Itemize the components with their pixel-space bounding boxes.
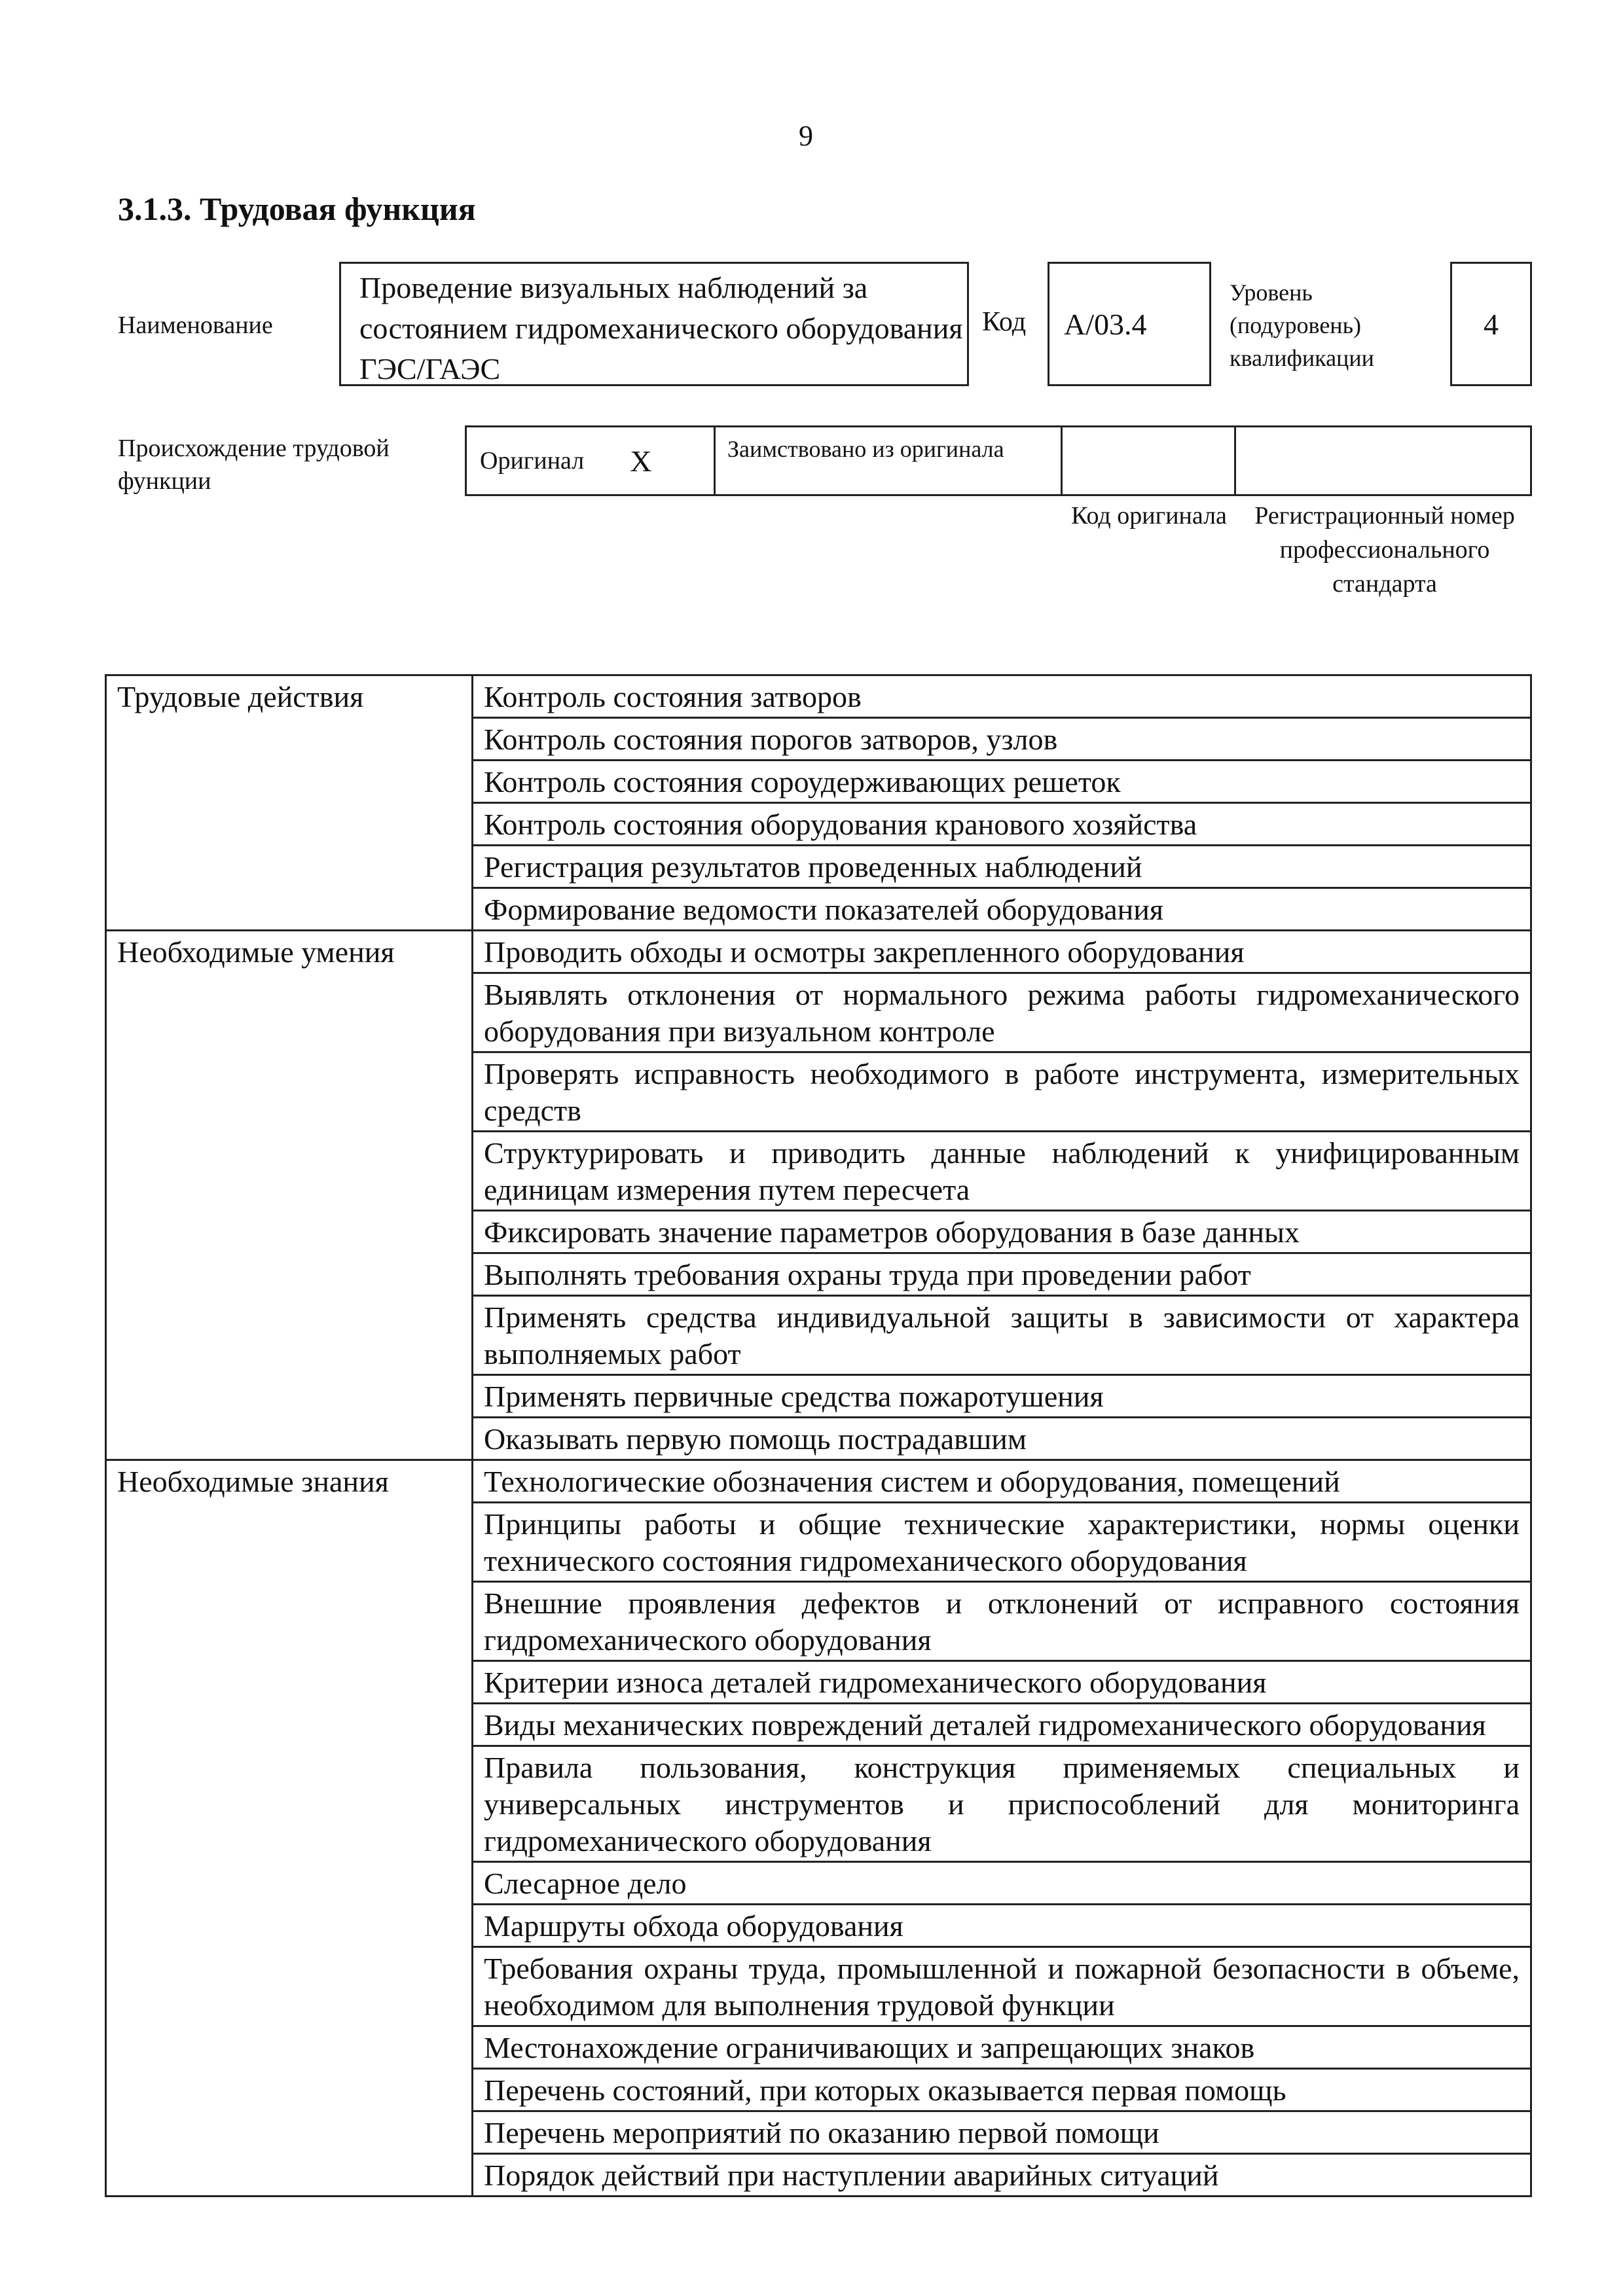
category-cell: Трудовые действия <box>106 675 473 931</box>
qualification-level-value: 4 <box>1450 262 1532 386</box>
reg-number-cell <box>1236 427 1530 494</box>
item-cell: Контроль состояния оборудования кранового хозяйства <box>473 803 1531 846</box>
item-cell: Формирование ведомости показателей оборудования <box>473 888 1531 931</box>
item-cell: Порядок действий при наступлении аварийных ситуаций <box>473 2154 1531 2197</box>
item-cell: Применять средства индивидуальной защиты в зависимости от характера выполняемых работ <box>473 1296 1531 1375</box>
item-cell: Контроль состояния затворов <box>473 675 1531 718</box>
table-row <box>106 675 1531 718</box>
origin-original-cell <box>467 427 716 494</box>
item-cell: Выполнять требования охраны труда при проведении работ <box>473 1253 1531 1296</box>
category-cell: Необходимые умения <box>106 931 473 1460</box>
page-number: 9 <box>799 120 813 152</box>
item-cell: Перечень состояний, при которых оказывается первая помощь <box>473 2069 1531 2111</box>
item-cell: Виды механических повреждений деталей гидромеханического оборудования <box>473 1704 1531 1746</box>
item-cell: Технологические обозначения систем и оборудования, помещений <box>473 1460 1531 1503</box>
function-name-value: Проведение визуальных наблюдений за состоянием гидромеханического оборудования ГЭС/ГАЭС <box>339 262 969 386</box>
code-label: Код <box>982 307 1027 337</box>
item-cell: Перечень мероприятий по оказанию первой помощи <box>473 2111 1531 2154</box>
item-cell: Применять первичные средства пожаротушения <box>473 1375 1531 1418</box>
item-cell: Контроль состояния сороудерживающих решеток <box>473 761 1531 803</box>
origin-label: Происхождение трудовой функции <box>118 435 390 495</box>
item-cell: Проводить обходы и осмотры закрепленного оборудования <box>473 931 1531 973</box>
section-title: 3.1.3. Трудовая функция <box>118 190 476 227</box>
function-details-body <box>106 675 1531 2197</box>
item-cell: Требования охраны труда, промышленной и пожарной безопасности в объеме, необходимом для выполнения трудовой функции <box>473 1947 1531 2026</box>
item-cell: Внешние проявления дефектов и отклонений от исправного состояния гидромеханического оборудования <box>473 1582 1531 1661</box>
item-cell: Оказывать первую помощь пострадавшим <box>473 1418 1531 1460</box>
item-cell: Регистрация результатов проведенных наблюдений <box>473 846 1531 888</box>
category-cell: Необходимые знания <box>106 1460 473 2197</box>
code-value: A/03.4 <box>1048 262 1211 386</box>
item-cell: Принципы работы и общие технические характеристики, нормы оценки технического состояния гидромеханического оборудования <box>473 1503 1531 1582</box>
table-row <box>106 931 1531 973</box>
name-label: Наименование <box>118 312 273 339</box>
item-cell: Маршруты обхода оборудования <box>473 1905 1531 1947</box>
item-cell: Структурировать и приводить данные наблюдений к унифицированным единицам измерения путем пересчета <box>473 1132 1531 1211</box>
origin-table <box>465 425 1532 496</box>
item-cell: Критерии износа деталей гидромеханического оборудования <box>473 1661 1531 1704</box>
original-code-cell <box>1063 427 1236 494</box>
item-cell: Правила пользования, конструкция применяемых специальных и универсальных инструментов и приспособлений для мониторинга гидромеханического оборудования <box>473 1746 1531 1862</box>
original-label: Оригинал <box>480 447 585 475</box>
reg-number-label: Регистрационный номер профессионального стандарта <box>1254 502 1515 598</box>
borrowed-label: Заимствовано из оригинала <box>716 427 1063 494</box>
item-cell: Контроль состояния порогов затворов, узлов <box>473 718 1531 761</box>
item-cell: Фиксировать значение параметров оборудования в базе данных <box>473 1211 1531 1253</box>
item-cell: Местонахождение ограничивающих и запрещающих знаков <box>473 2026 1531 2069</box>
item-cell: Слесарное дело <box>473 1862 1531 1905</box>
original-code-label: Код оригинала <box>1071 502 1227 529</box>
function-details-table <box>105 674 1532 2197</box>
qualification-level-label: Уровень (подуровень) квалификации <box>1230 279 1374 371</box>
item-cell: Выявлять отклонения от нормального режима работы гидромеханического оборудования при визуальном контроле <box>473 973 1531 1052</box>
table-row <box>106 1460 1531 1503</box>
item-cell: Проверять исправность необходимого в работе инструмента, измерительных средств <box>473 1052 1531 1132</box>
original-mark: X <box>630 444 652 478</box>
